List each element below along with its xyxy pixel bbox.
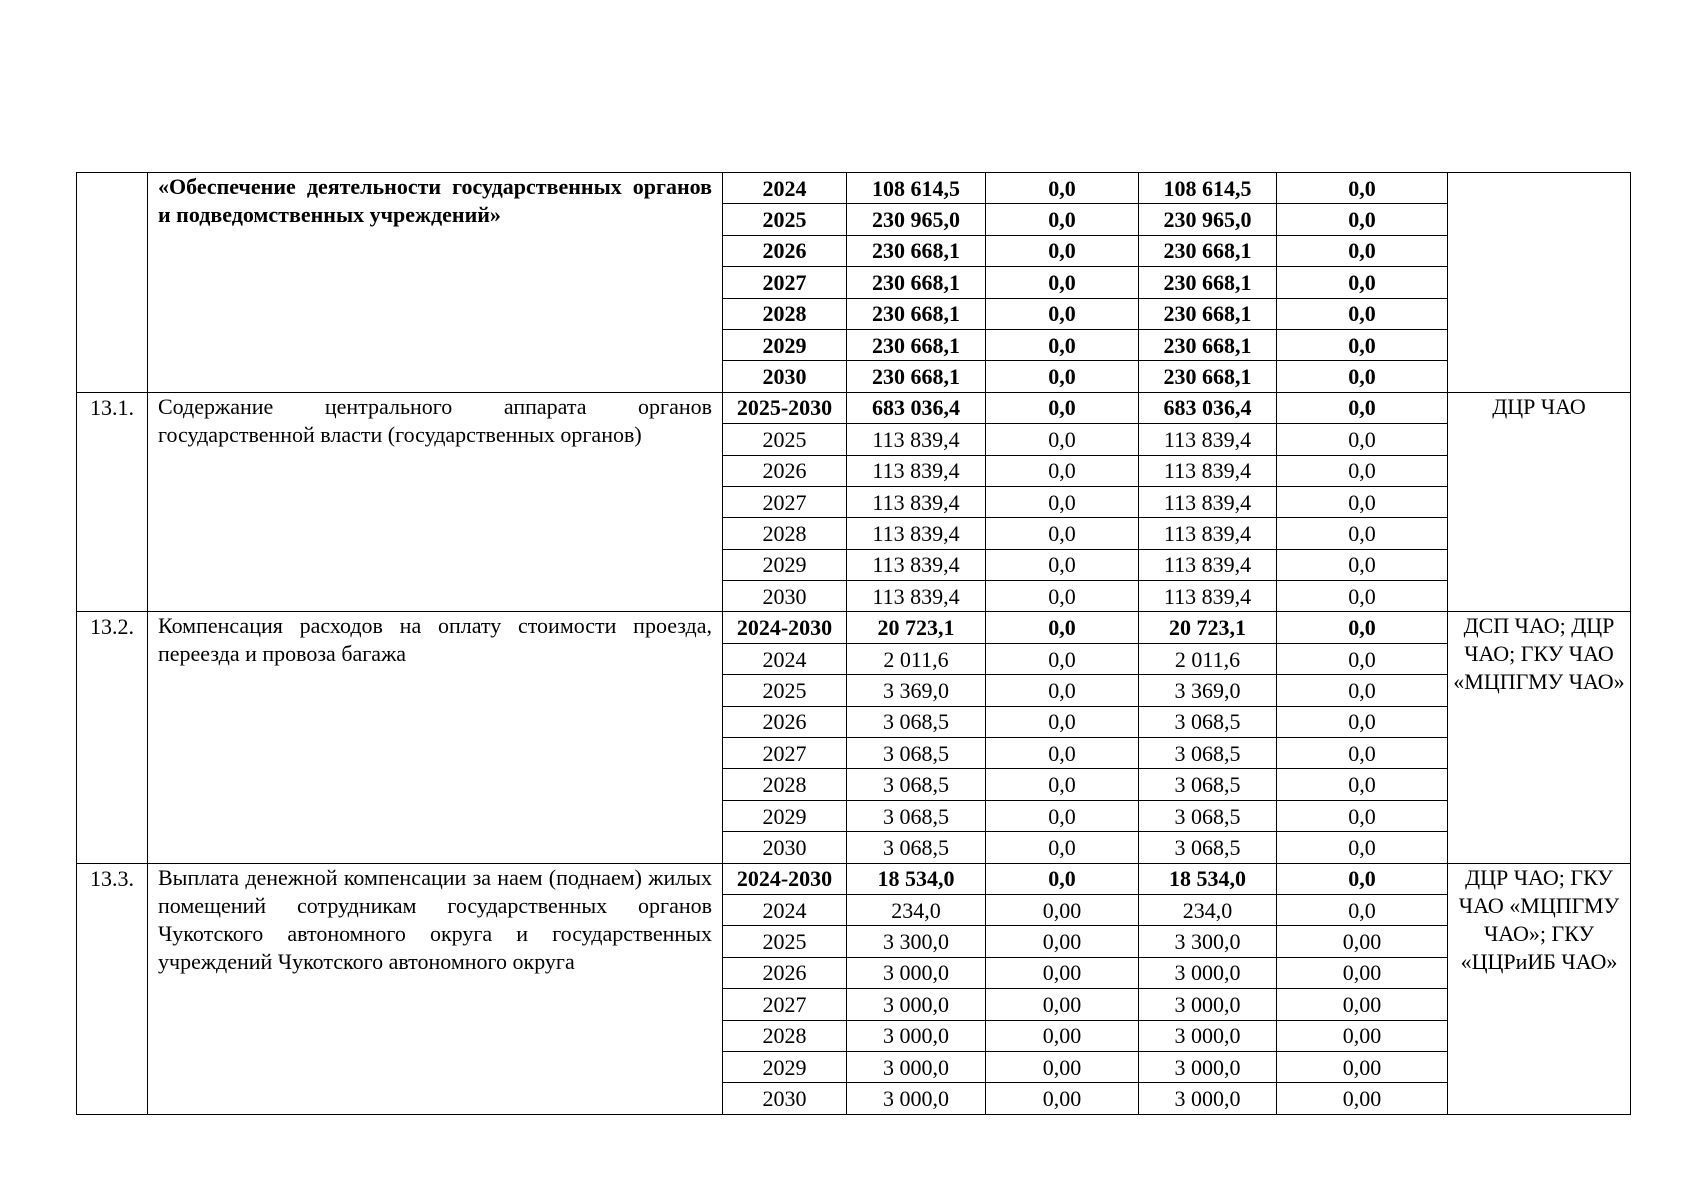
- year-cell: 2028: [723, 518, 847, 549]
- other-sources-cell: 0,0: [1277, 832, 1448, 863]
- regional-budget-cell: 3 068,5: [1139, 769, 1277, 800]
- year-cell: 2024-2030: [723, 612, 847, 643]
- year-cell: 2030: [723, 1083, 847, 1114]
- total-cell: 3 068,5: [847, 738, 986, 769]
- other-sources-cell: 0,0: [1277, 267, 1448, 298]
- year-cell: 2029: [723, 1051, 847, 1082]
- year-cell: 2029: [723, 549, 847, 580]
- federal-budget-cell: 0,00: [986, 957, 1139, 988]
- regional-budget-cell: 20 723,1: [1139, 612, 1277, 643]
- federal-budget-cell: 0,0: [986, 738, 1139, 769]
- other-sources-cell: 0,0: [1277, 329, 1448, 360]
- federal-budget-cell: 0,0: [986, 581, 1139, 612]
- total-cell: 234,0: [847, 894, 986, 925]
- other-sources-cell: 0,0: [1277, 675, 1448, 706]
- federal-budget-cell: 0,0: [986, 486, 1139, 517]
- other-sources-cell: 0,0: [1277, 738, 1448, 769]
- item-index-cell: [77, 173, 148, 393]
- total-cell: 113 839,4: [847, 581, 986, 612]
- federal-budget-cell: 0,0: [986, 769, 1139, 800]
- other-sources-cell: 0,0: [1277, 298, 1448, 329]
- item-index-cell: 13.3.: [77, 863, 148, 1114]
- regional-budget-cell: 2 011,6: [1139, 643, 1277, 674]
- year-cell: 2027: [723, 989, 847, 1020]
- regional-budget-cell: 230 965,0: [1139, 204, 1277, 235]
- federal-budget-cell: 0,0: [986, 392, 1139, 423]
- year-cell: 2025-2030: [723, 392, 847, 423]
- federal-budget-cell: 0,0: [986, 706, 1139, 737]
- total-cell: 18 534,0: [847, 863, 986, 894]
- year-cell: 2026: [723, 957, 847, 988]
- other-sources-cell: 0,00: [1277, 926, 1448, 957]
- total-cell: 3 000,0: [847, 957, 986, 988]
- year-cell: 2025: [723, 926, 847, 957]
- year-cell: 2030: [723, 581, 847, 612]
- other-sources-cell: 0,0: [1277, 706, 1448, 737]
- regional-budget-cell: 3 000,0: [1139, 1051, 1277, 1082]
- item-index-cell: 13.1.: [77, 392, 148, 612]
- regional-budget-cell: 234,0: [1139, 894, 1277, 925]
- federal-budget-cell: 0,00: [986, 1083, 1139, 1114]
- federal-budget-cell: 0,0: [986, 204, 1139, 235]
- total-cell: 3 000,0: [847, 1020, 986, 1051]
- year-cell: 2026: [723, 235, 847, 266]
- budget-table: [76, 172, 1631, 1115]
- other-sources-cell: 0,0: [1277, 549, 1448, 580]
- year-cell: 2028: [723, 769, 847, 800]
- regional-budget-cell: 113 839,4: [1139, 518, 1277, 549]
- total-cell: 230 965,0: [847, 204, 986, 235]
- executor-cell: [1448, 173, 1631, 393]
- other-sources-cell: 0,0: [1277, 863, 1448, 894]
- other-sources-cell: 0,0: [1277, 173, 1448, 204]
- total-cell: 230 668,1: [847, 361, 986, 392]
- other-sources-cell: 0,0: [1277, 643, 1448, 674]
- other-sources-cell: 0,0: [1277, 894, 1448, 925]
- federal-budget-cell: 0,0: [986, 298, 1139, 329]
- other-sources-cell: 0,0: [1277, 518, 1448, 549]
- regional-budget-cell: 683 036,4: [1139, 392, 1277, 423]
- year-cell: 2025: [723, 204, 847, 235]
- other-sources-cell: 0,0: [1277, 235, 1448, 266]
- regional-budget-cell: 3 000,0: [1139, 1083, 1277, 1114]
- federal-budget-cell: 0,0: [986, 173, 1139, 204]
- year-cell: 2026: [723, 455, 847, 486]
- item-index-cell: 13.2.: [77, 612, 148, 863]
- total-cell: 20 723,1: [847, 612, 986, 643]
- regional-budget-cell: 230 668,1: [1139, 267, 1277, 298]
- federal-budget-cell: 0,0: [986, 643, 1139, 674]
- table-row: [77, 392, 1631, 423]
- total-cell: 3 000,0: [847, 989, 986, 1020]
- executor-cell: ДЦР ЧАО: [1448, 392, 1631, 612]
- year-cell: 2027: [723, 267, 847, 298]
- regional-budget-cell: 108 614,5: [1139, 173, 1277, 204]
- year-cell: 2027: [723, 486, 847, 517]
- other-sources-cell: 0,00: [1277, 957, 1448, 988]
- federal-budget-cell: 0,0: [986, 455, 1139, 486]
- other-sources-cell: 0,0: [1277, 769, 1448, 800]
- federal-budget-cell: 0,0: [986, 518, 1139, 549]
- item-name-cell: Содержание центрального аппарата органов государственной власти (государственных органов): [148, 392, 723, 612]
- total-cell: 3 300,0: [847, 926, 986, 957]
- item-name-cell: Выплата денежной компенсации за наем (поднаем) жилых помещений сотрудникам государственных органов Чукотского автономного округа и государственных учреждений Чукотского автономного округа: [148, 863, 723, 1114]
- federal-budget-cell: 0,0: [986, 863, 1139, 894]
- table-row: [77, 863, 1631, 894]
- year-cell: 2024-2030: [723, 863, 847, 894]
- total-cell: 113 839,4: [847, 424, 986, 455]
- total-cell: 230 668,1: [847, 298, 986, 329]
- other-sources-cell: 0,0: [1277, 392, 1448, 423]
- total-cell: 230 668,1: [847, 267, 986, 298]
- regional-budget-cell: 113 839,4: [1139, 549, 1277, 580]
- table-row: [77, 612, 1631, 643]
- federal-budget-cell: 0,0: [986, 361, 1139, 392]
- regional-budget-cell: 3 000,0: [1139, 1020, 1277, 1051]
- year-cell: 2030: [723, 832, 847, 863]
- other-sources-cell: 0,0: [1277, 612, 1448, 643]
- regional-budget-cell: 3 068,5: [1139, 738, 1277, 769]
- federal-budget-cell: 0,00: [986, 926, 1139, 957]
- total-cell: 683 036,4: [847, 392, 986, 423]
- year-cell: 2030: [723, 361, 847, 392]
- regional-budget-cell: 113 839,4: [1139, 486, 1277, 517]
- total-cell: 2 011,6: [847, 643, 986, 674]
- federal-budget-cell: 0,0: [986, 267, 1139, 298]
- total-cell: 3 000,0: [847, 1083, 986, 1114]
- regional-budget-cell: 3 068,5: [1139, 706, 1277, 737]
- regional-budget-cell: 18 534,0: [1139, 863, 1277, 894]
- other-sources-cell: 0,0: [1277, 455, 1448, 486]
- federal-budget-cell: 0,00: [986, 989, 1139, 1020]
- other-sources-cell: 0,00: [1277, 1020, 1448, 1051]
- year-cell: 2028: [723, 298, 847, 329]
- item-name-cell: Компенсация расходов на оплату стоимости проезда, переезда и провоза багажа: [148, 612, 723, 863]
- other-sources-cell: 0,0: [1277, 361, 1448, 392]
- total-cell: 3 068,5: [847, 832, 986, 863]
- other-sources-cell: 0,00: [1277, 1051, 1448, 1082]
- other-sources-cell: 0,00: [1277, 1083, 1448, 1114]
- year-cell: 2024: [723, 894, 847, 925]
- year-cell: 2029: [723, 800, 847, 831]
- year-cell: 2025: [723, 675, 847, 706]
- regional-budget-cell: 113 839,4: [1139, 581, 1277, 612]
- item-name-cell: «Обеспечение деятельности государственных органов и подведомственных учреждений»: [148, 173, 723, 393]
- federal-budget-cell: 0,0: [986, 424, 1139, 455]
- other-sources-cell: 0,0: [1277, 204, 1448, 235]
- executor-cell: ДЦР ЧАО; ГКУ ЧАО «МЦПГМУ ЧАО»; ГКУ «ЦЦРиИБ ЧАО»: [1448, 863, 1631, 1114]
- year-cell: 2028: [723, 1020, 847, 1051]
- total-cell: 3 000,0: [847, 1051, 986, 1082]
- regional-budget-cell: 3 000,0: [1139, 957, 1277, 988]
- regional-budget-cell: 113 839,4: [1139, 455, 1277, 486]
- year-cell: 2029: [723, 329, 847, 360]
- year-cell: 2026: [723, 706, 847, 737]
- total-cell: 230 668,1: [847, 235, 986, 266]
- federal-budget-cell: 0,0: [986, 675, 1139, 706]
- total-cell: 108 614,5: [847, 173, 986, 204]
- total-cell: 3 068,5: [847, 769, 986, 800]
- total-cell: 113 839,4: [847, 486, 986, 517]
- total-cell: 230 668,1: [847, 329, 986, 360]
- other-sources-cell: 0,0: [1277, 581, 1448, 612]
- regional-budget-cell: 230 668,1: [1139, 329, 1277, 360]
- regional-budget-cell: 230 668,1: [1139, 235, 1277, 266]
- total-cell: 3 369,0: [847, 675, 986, 706]
- year-cell: 2025: [723, 424, 847, 455]
- federal-budget-cell: 0,0: [986, 832, 1139, 863]
- year-cell: 2024: [723, 643, 847, 674]
- regional-budget-cell: 3 068,5: [1139, 800, 1277, 831]
- year-cell: 2024: [723, 173, 847, 204]
- total-cell: 113 839,4: [847, 518, 986, 549]
- executor-cell: ДСП ЧАО; ДЦР ЧАО; ГКУ ЧАО «МЦПГМУ ЧАО»: [1448, 612, 1631, 863]
- other-sources-cell: 0,0: [1277, 424, 1448, 455]
- regional-budget-cell: 3 300,0: [1139, 926, 1277, 957]
- regional-budget-cell: 230 668,1: [1139, 361, 1277, 392]
- federal-budget-cell: 0,0: [986, 612, 1139, 643]
- federal-budget-cell: 0,0: [986, 329, 1139, 360]
- total-cell: 113 839,4: [847, 455, 986, 486]
- federal-budget-cell: 0,00: [986, 1051, 1139, 1082]
- other-sources-cell: 0,0: [1277, 486, 1448, 517]
- regional-budget-cell: 3 068,5: [1139, 832, 1277, 863]
- year-cell: 2027: [723, 738, 847, 769]
- federal-budget-cell: 0,0: [986, 549, 1139, 580]
- federal-budget-cell: 0,00: [986, 894, 1139, 925]
- regional-budget-cell: 113 839,4: [1139, 424, 1277, 455]
- federal-budget-cell: 0,0: [986, 235, 1139, 266]
- total-cell: 3 068,5: [847, 706, 986, 737]
- table-row: [77, 173, 1631, 204]
- regional-budget-cell: 3 000,0: [1139, 989, 1277, 1020]
- other-sources-cell: 0,0: [1277, 800, 1448, 831]
- total-cell: 3 068,5: [847, 800, 986, 831]
- federal-budget-cell: 0,0: [986, 800, 1139, 831]
- other-sources-cell: 0,00: [1277, 989, 1448, 1020]
- total-cell: 113 839,4: [847, 549, 986, 580]
- federal-budget-cell: 0,00: [986, 1020, 1139, 1051]
- regional-budget-cell: 3 369,0: [1139, 675, 1277, 706]
- regional-budget-cell: 230 668,1: [1139, 298, 1277, 329]
